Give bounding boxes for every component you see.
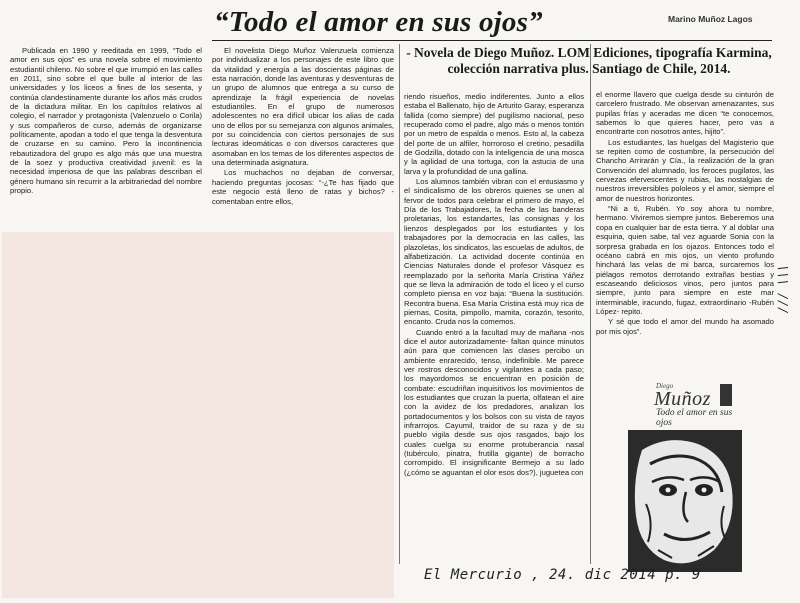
text-column-3 [404,92,584,566]
book-cover-illustration [628,430,742,572]
paragraph: Cuando entró a la facultad muy de mañana -nos dice el autor autorizadamente- faltan quince minutos aún para que comiencen las clases percibo un ambiente enrarecido, tenso, indefinible. Me parece ver rostros desconocidos y vigilantes a cada paso; los mayordomos se encuentran en posición de combate: escudriñan inquisitivos los movimientos de los estudiantes que cruzan la puerta, olfatean el aire con la avidez de los predadores, analizan los portadocumentos y los bolsos con su vista de rayos infrarrojos. Cayumil, traidor de su raza y de su pueblo vigila desde sus ojos rasgados, bajo los cuales cuelga su enorme protuberancia nasal (tubérculo, pinatra, frutilla gigante) de borracho corrompido. El insignificante Bermejo a su lado (¿cómo se aguantan el olor esos dos?), juguetea con [404,327,584,477]
handwritten-source-note: El Mercurio , 24. dic 2014 p. 9 [424,567,701,583]
paragraph: “Ni a ti, Rubén. Yo soy ahora tu nombre, hermano. Viviremos siempre juntos. Beberemos una copa en cualquier bar de esta tierra. Y al doblar una esquina, quien sabe, tal vez aguarde Sonia con la sorpresa grabada en los ojazos. Entonces todo el océano cabrá en mis ojos, un viento profundo hinchará las velas de mi barca, surcaremos los piélagos remotos derrotando extrañas bestias y escaseando deliciosos vinos, pero juntos para siempre, junto para siempre en este mar interminable, iracundo, fugaz, extraordinario -Rubén López- repito. [596,204,774,316]
text-column-4 [596,90,774,374]
paragraph: el enorme llavero que cuelga desde su cinturón de carcelero frustrado. Me observan amenazantes, sus pupilas frías y aceradas me dicen “te conocemos, sabemos lo que quieres hacer, pero vas a encontrarte con nosotros antes, hijito”. [596,90,774,137]
paragraph: El novelista Diego Muñoz Valenzuela comienza por individualizar a los personajes de este libro que da vitalidad y energía a las doscientas páginas de esta narración, donde las aventuras y desventuras de un grupo de alumnos que entrega a su curso de aprendizaje la frágil experiencia de novelas estudiantiles. En el grupo de numerosos adolescentes no era difícil ubicar los alias de cada uno de ellos por su semejanza con algunos animales, por su coincidencia con ciertos personajes de sus lecturas ideomáticas o con diversos caracteres que asomaban en los temas de los diferentes aspectos de una determinada asignatura. [212,46,394,168]
article-headline: “Todo el amor en sus ojos” [214,6,543,38]
article-subtitle: - Novela de Diego Muñoz. LOM Ediciones, tipografía Karmina, colección narrativa plus. Santiago de Chile, 2014. [406,45,772,76]
article-byline: Marino Muñoz Lagos [668,14,753,24]
publisher-logo-icon [720,384,732,406]
paragraph: Publicada en 1990 y reeditada en 1999, “Todo el amor en sus ojos” es una novela sobre el movimiento estudiantil chileno. No sobre el que irrumpió en las calles en 2011, sino sobre el que bulle al interior de las universidades y los liceos a fines de los sesenta, y continúa clandestinamente durante los años más crudos de la dictadura militar. En los capítulos relativos al colegio, el narrador y protagonista (Valenzuelo o Corila) y sus compañeros de curso, además de organizarse políticamente, apodan a todo el que tenga la desventura de cruzarse en su camino. Pero la incontinencia rebautizadora del grupo es algo más que una muestra de la soez y productiva creatividad juvenil: es la necesidad imperiosa de que las palabras describan el género humano sin recurrir a la arbitrariedad del nombre propio. [10,46,202,196]
book-cover-author: Diego [656,382,674,390]
paragraph: Los muchachos no dejaban de conversar, haciendo preguntas jocosas: “-¿Te has fijado que este negocio está lleno de ratas y bichos? -comentaban entre ellos, [212,168,394,206]
shaded-blank-area [2,232,394,598]
text-column-1 [10,46,202,230]
paragraph: Y sé que todo el amor del mundo ha asomado por mis ojos”. [596,317,774,336]
book-cover-title: Todo el amor en sus ojos [656,408,733,428]
paragraph: Los estudiantes, las huelgas del Magisterio que se repiten como de costumbre, la persecución del Chancho Arrirarán y Cía., la realización de la gran Convención del alumnado, los feroces pugilatos, las cervezas efervescentes y rubias, las nostalgias de nuestros irreversibles pololeos y el amor, siempre el amor de nuestros horizontes. [596,137,774,203]
paragraph: Los alumnos también vibran con el entusiasmo y el sindicalismo de los obreros quienes se unen al fervor de todos para celebrar el primero de mayo, el Día de los Trabajadores, la fecha de las banderas proletarias, los estandartes, las consignas y los lienzos desplegados por los estudiantes y los trabajadores por la democracia en las calles, las plazoletas, los sindicatos, las escuelas de adultos, de alfabetización. La actividad docente continúa en Ciencias Naturales donde el profesor Vásquez es reemplazado por la señorita María Cristina Yáñez que se lleva la admiración de todo el liceo y el curso completo piensa en voz baja: “Buena la sustitución. Recontra buena. Esa María Cristina está muy rica de piernas, Cosita, pimpollo, mamita, corazón, tesorito, encanto. Cruda nos la comemos. [404,177,584,327]
headline-rule [212,40,772,41]
column-divider [399,44,400,564]
book-cover-surname: Muñoz [654,388,711,410]
text-column-2 [212,46,394,208]
column-divider [590,44,591,564]
paragraph: riendo risueños, medio indiferentes. Junto a ellos estaba el Ballenato, hijo de Arturito Garay, esperanza fallida (como siempre) del pugilismo nacional, peso recuperado como el padre, algo más o menos tontón por un metro de espalda o menos. Esto al, la cabeza del porte de un alfiler, horroroso el cretino, pesadilla de Godzilla, dotado con la inteligencia de una mosca y la agilidad de una tortuga, con la astucia de una larva y la profundidad de una gallina. [404,92,584,176]
margin-scribble: \\\ /// [776,266,790,316]
face-drawing-icon [628,430,742,572]
